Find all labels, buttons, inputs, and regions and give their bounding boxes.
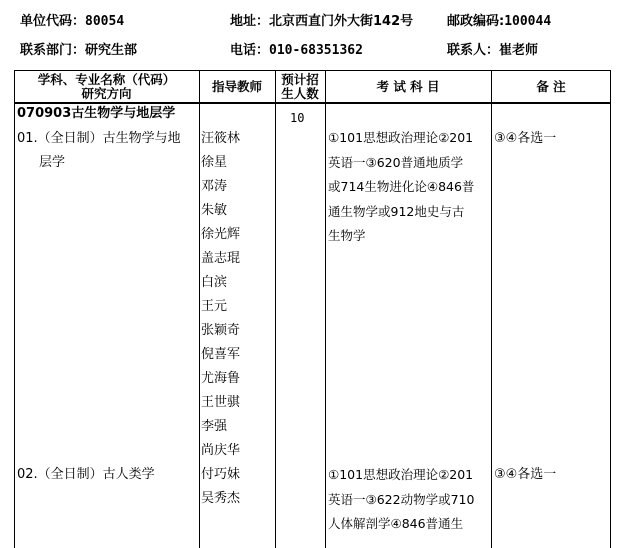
contact-label: 联系人：	[447, 43, 500, 58]
unit-code-value: 80054	[85, 14, 125, 29]
direction-02-advisors	[201, 463, 240, 511]
header-advisor: 指导教师	[211, 79, 262, 94]
address-label: 地址：	[230, 14, 270, 29]
advisor-name: 朱敏	[201, 203, 228, 218]
advisor-name: 李强	[201, 419, 228, 434]
header-note: 备 注	[536, 79, 566, 94]
major-name: 070903古生物学与地层学	[17, 106, 176, 121]
advisor-name: 白滨	[201, 275, 228, 290]
exam-line: 或714生物进化论④846普	[328, 179, 475, 194]
header-exam: 考 试 科 目	[376, 79, 440, 94]
advisor-name: 汪筱林	[201, 131, 241, 146]
advisor-name: 尚庆华	[201, 443, 241, 458]
postcode-value: 100044	[504, 14, 552, 29]
postcode-label: 邮政编码:	[447, 14, 505, 29]
direction-02-exam	[328, 463, 492, 537]
direction-02-name: 02.（全日制）古人类学	[17, 467, 155, 482]
exam-line: 英语一③620普通地质学	[328, 154, 464, 170]
contact-value: 崔老师	[499, 43, 539, 58]
advisor-name: 邓涛	[201, 179, 228, 194]
direction-01-advisors	[201, 127, 240, 463]
address-value: 北京西直门外大街142号	[269, 14, 414, 29]
dept-label: 联系部门：	[20, 43, 86, 58]
address	[230, 10, 413, 29]
col-divider-2	[275, 70, 276, 548]
advisor-name: 尤海鲁	[201, 371, 241, 386]
major-enrollment: 10	[290, 111, 305, 125]
advisor-name: 王元	[201, 299, 228, 314]
phone	[230, 39, 363, 58]
exam-line: 人体解剖学④846普通生	[328, 516, 464, 531]
postcode	[447, 10, 551, 29]
direction-01-name	[17, 127, 181, 175]
col-divider-3	[325, 70, 326, 548]
advisor-name: 徐星	[201, 155, 228, 170]
advisor-name: 倪喜军	[201, 347, 241, 362]
exam-line: 通生物学或912地史与古	[328, 203, 465, 219]
unit-code	[20, 10, 124, 29]
direction-01-name-line1: 01.（全日制）古生物学与地	[17, 131, 181, 146]
direction-01-exam	[328, 126, 492, 249]
exam-line: ①101思想政治理论②201	[328, 130, 474, 145]
direction-01-note: ③④各选一	[494, 131, 557, 146]
header-subject-line2: 研究方向	[81, 86, 132, 101]
exam-line: 英语一③622动物学或710	[328, 491, 475, 507]
contact-person	[447, 39, 538, 58]
col-divider-1	[199, 70, 200, 548]
advisor-name: 盖志琨	[201, 251, 241, 266]
exam-line: ①101思想政治理论②201	[328, 467, 474, 482]
header-subject-line1: 学科、专业名称（代码）	[37, 72, 176, 87]
header-enrollment	[275, 73, 325, 101]
advisor-name: 付巧妹	[201, 467, 241, 482]
advisor-name: 吴秀杰	[201, 491, 241, 506]
advisor-name: 王世骐	[201, 395, 241, 410]
direction-01-name-line2: 层学	[39, 155, 66, 170]
advisor-name: 徐光辉	[201, 227, 241, 242]
phone-value: 010-68351362	[269, 43, 363, 58]
header-enrollment-line2: 生人数	[281, 86, 319, 101]
contact-dept	[20, 39, 137, 58]
advisor-name: 张颖奇	[201, 323, 241, 338]
phone-label: 电话：	[230, 43, 270, 58]
exam-line: 生物学	[328, 228, 366, 243]
header-subject	[14, 73, 199, 101]
direction-02-note: ③④各选一	[494, 467, 557, 482]
dept-value: 研究生部	[85, 43, 138, 58]
unit-code-label: 单位代码：	[20, 14, 86, 29]
header-enrollment-line1: 预计招	[281, 72, 319, 87]
